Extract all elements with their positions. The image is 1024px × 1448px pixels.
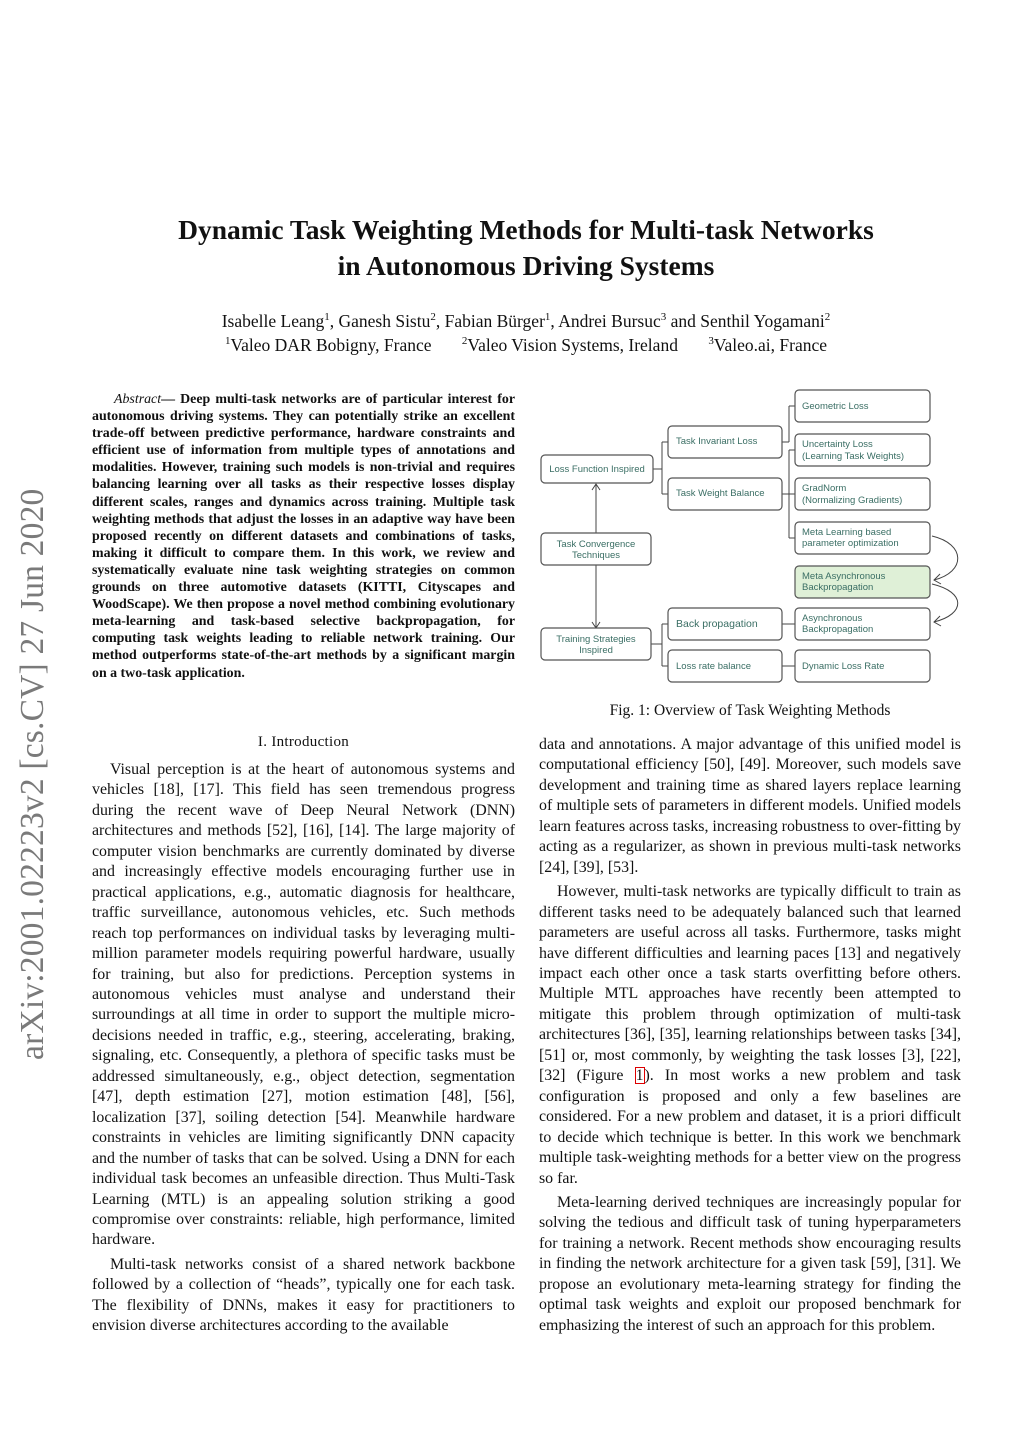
- node-label: GradNorm: [802, 483, 847, 494]
- paragraph: data and annotations. A major advantage of this unified model is computational efficiency [50], [49]. Moreover, such models save development and training time as shared layers replace learning of multiple sets of parameters in different models. Unified models learn features across tasks, increasing robustness to over-fitting by acting as a regularizer, as shown in previous multi-task networks [24], [39], [53].: [539, 736, 961, 876]
- affiliation-number: 2: [461, 335, 468, 347]
- figure-caption: Fig. 1: Overview of Task Weighting Methods: [609, 702, 891, 719]
- node-task-convergence-techniques: [541, 533, 651, 565]
- author-separator: ,: [550, 311, 559, 331]
- paragraph: Multi-task networks consist of a shared network backbone followed by a collection of “heads”, typically one for each task. The flexibility of DNNs, makes it easy for practitioners to envision diverse architectures according to the available: [92, 1255, 515, 1335]
- node-label: (Normalizing Gradients): [802, 495, 903, 506]
- author-separator: ,: [329, 311, 339, 331]
- node-label: Geometric Loss: [802, 401, 869, 412]
- node-label: Task Weight Balance: [676, 488, 765, 499]
- node-dynamic-loss-rate: [795, 650, 930, 682]
- arxiv-identifier: arXiv:2001.02223v2 [cs.CV] 27 Jun 2020: [14, 488, 51, 1060]
- affiliation-name: Valeo.ai, France: [713, 335, 828, 355]
- affiliation: [708, 335, 827, 355]
- node-asynchronous-backpropagation: [795, 608, 930, 640]
- author-name: Senthil Yogamani: [700, 311, 825, 331]
- node-label: (Learning Task Weights): [802, 451, 905, 462]
- node-label: Task Convergence: [556, 539, 636, 550]
- node-label: Asynchronous: [802, 613, 863, 624]
- title-line-2: in Autonomous Driving Systems: [337, 250, 715, 281]
- author-list: [120, 309, 932, 333]
- author-separator: ,: [435, 311, 445, 331]
- paragraph: [539, 882, 961, 1189]
- paragraph: Meta-learning derived techniques are increasingly popular for solving the tedious and difficult task of tuning hyperparameters for training a network. Recent methods show encouraging results in finding the network architecture for a given task [59], [31]. We propose an evolutionary meta-learning strategy for finding the optimal task weights and exploit our proposed benchmark for emphasizing the interest of such an approach for this problem.: [539, 1193, 961, 1334]
- affiliation: [462, 335, 678, 355]
- figure-task-weighting-overview: [538, 386, 966, 692]
- node-meta-learning: [795, 522, 930, 554]
- author-name: Fabian Bürger: [444, 311, 545, 331]
- node-label: Back propagation: [676, 618, 758, 630]
- node-training-strategies-inspired: [541, 628, 651, 660]
- node-loss-function-inspired: [541, 455, 653, 483]
- node-label: Loss Function Inspired: [549, 464, 645, 475]
- node-meta-asynchronous-backpropagation: [795, 566, 930, 598]
- node-label: Task Invariant Loss: [676, 436, 758, 447]
- curved-arrow: [932, 584, 958, 622]
- node-label: Backpropagation: [802, 624, 874, 635]
- abstract-text: — Deep multi-task networks are of particular interest for autonomous driving systems. They can potentially strike an excellent trade-off between predictive performance, hardware constraints and efficient use of information from multiple types of annotations and modalities. However, training such models is non-trivial and requires balancing learning over all tasks as their respective losses display different scales, ranges and dynamics across training. Multiple task weighting methods that adjust the losses in an adaptive way have been proposed recently on different datasets and combinations of tasks, making it difficult to compare them. In this work, we review and systematically evaluate nine task weighting strategies on common grounds on three automotive datasets (KITTI, Cityscapes and WoodScape). We then propose a novel method combining evolutionary meta-learning and task-based selective backpropagation, for computing task weights leading to reliable network training. Our method outperforms state-of-the-art methods by a significant margin on a two-task application.: [92, 392, 515, 681]
- author-separator: and: [666, 311, 701, 331]
- affiliation-number: 1: [224, 335, 231, 347]
- affiliation: [225, 335, 432, 355]
- node-task-invariant-loss: [668, 426, 782, 458]
- node-label: Dynamic Loss Rate: [802, 661, 885, 672]
- author-affiliation-mark: 2: [824, 311, 831, 323]
- node-label: Meta Learning based: [802, 527, 892, 538]
- author-name: Ganesh Sistu: [338, 311, 431, 331]
- section-heading-introduction: I. Introduction: [257, 734, 350, 750]
- author-name: Isabelle Leang: [221, 311, 325, 331]
- node-gradnorm: [795, 478, 930, 510]
- paragraph-text: However, multi-task networks are typically difficult to train as different tasks need to be adequately balanced such that learned parameters are useful across all tasks. Furthermore, tasks might have different difficulties and learning paces [13] and negatively impact each other once a task starts overfitting before others. Multiple MTL approaches have recently been attempted to mitigate this problem through optimization of multi-task architectures [36], [35], learning relationships between tasks [34], [51] or, most commonly, by weighting the task losses [3], [22], [32] (Figure: [539, 883, 961, 1085]
- affiliation-name: Valeo DAR Bobigny, France: [230, 335, 432, 355]
- node-label: Inspired: [579, 645, 613, 656]
- node-label: Meta Asynchronous: [802, 571, 886, 582]
- intro-right-column: [539, 735, 961, 1340]
- node-back-propagation: [668, 608, 782, 640]
- node-label: Loss rate balance: [676, 661, 751, 672]
- author-affiliation-mark: 1: [544, 311, 551, 323]
- paragraph: Visual perception is at the heart of autonomous systems and vehicles [18], [17]. This field has seen tremendous progress during the recent wave of Deep Neural Network (DNN) architectures and methods [52], [16], [14]. The large majority of computer vision benchmarks are currently dominated by diverse and increasingly effective models encouraging further use in practical applications, e.g., automatic diagnosis for healthcare, traffic surveillance, autonomous vehicles, etc. Such methods reach top performances on individual tasks by leveraging multi-million parameter models requiring powerful hardware, usually for training, but also for predictions. Perception systems in autonomous vehicles must analyse and understand their surroundings at all time in order to support the multiple micro-decisions needed in traffic, e.g., steering, accelerating, braking, signaling, etc. Consequently, a plethora of specific tasks must be addressed simultaneously, e.g., object detection, segmentation [47], depth estimation [27], motion estimation [48], [56], localization [37], soiling detection [54]. Meanwhile hardware constraints in vehicles are limiting significantly DNN capacity and the number of tasks that can be solved. Using a DNN for each individual task becomes an unfeasible direction. Thus Multi-Task Learning (MTL) is an appealing solution striking a good compromise over constraints: reliable, high performance, limited hardware.: [92, 761, 515, 1249]
- node-label: Uncertainty Loss: [802, 439, 873, 450]
- curved-arrow: [932, 536, 958, 580]
- title-line-1: Dynamic Task Weighting Methods for Multi-task Networks: [178, 214, 874, 245]
- node-task-weight-balance: [668, 478, 782, 510]
- figure-reference-link[interactable]: 1: [635, 1067, 644, 1085]
- node-label: Training Strategies: [556, 634, 636, 645]
- node-label: Backpropagation: [802, 582, 874, 593]
- author-name: Andrei Bursuc: [558, 311, 661, 331]
- affiliation-list: [120, 333, 932, 357]
- author-affiliation-mark: 2: [430, 311, 436, 323]
- author-affiliation-mark: 1: [324, 311, 330, 323]
- node-geometric-loss: [795, 390, 930, 422]
- paper-title: [120, 212, 932, 284]
- figure-diagram: [538, 386, 966, 692]
- abstract-label: Abstract: [114, 392, 162, 407]
- node-label: parameter optimization: [802, 538, 899, 549]
- node-loss-rate-balance: [668, 650, 782, 682]
- affiliation-number: 3: [708, 335, 714, 347]
- intro-left-column: [92, 760, 515, 1341]
- abstract: [92, 391, 515, 682]
- node-label: Techniques: [571, 550, 621, 561]
- paragraph-text: ). In most works a new problem and task configuration is proposed and only a few baselines are considered. For a new problem and dataset, it is a priori difficult to decide which technique is better. In this work we benchmark multiple task-weighting methods for a better view on the progress so far.: [539, 1067, 961, 1187]
- author-affiliation-mark: 3: [660, 311, 667, 323]
- affiliation-name: Valeo Vision Systems, Ireland: [467, 335, 678, 355]
- node-uncertainty-loss: [795, 434, 930, 466]
